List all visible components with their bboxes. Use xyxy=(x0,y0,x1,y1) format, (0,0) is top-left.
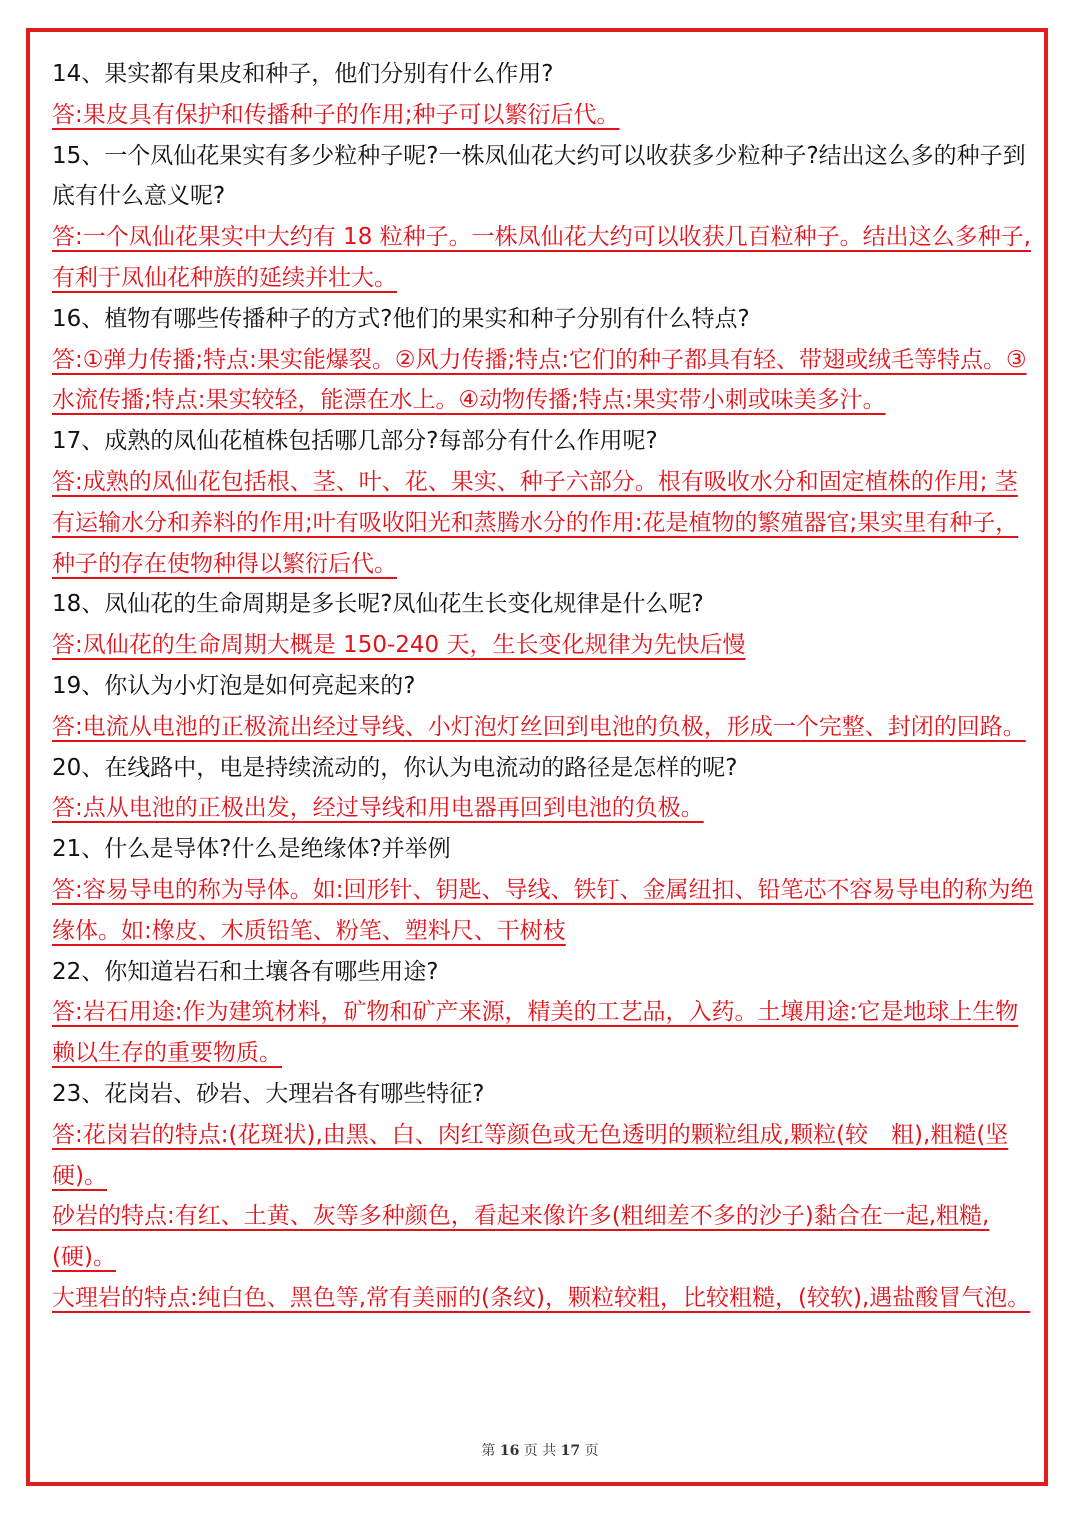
question: 19、你认为小灯泡是如何亮起来的? xyxy=(52,672,416,699)
answer: 答:一个凤仙花果实中大约有 18 粒种子。一株凤仙花大约可以收获几百粒种子。结出这么多种子,有利于凤仙花种族的延续并壮大。 xyxy=(52,224,1031,291)
footer-prefix: 第 xyxy=(481,1443,496,1459)
answer: 答:花岗岩的特点:(花斑状),由黑、白、肉红等颜色或无色透明的颗粒组成,颗粒(较 粗),粗糙(坚硬)。 xyxy=(52,1121,1009,1189)
answer-marble: 大理岩的特点:纯白色、黑色等,常有美丽的(条纹)，颗粒较粗，比较粗糙，(较软),遇盐酸冒气泡。 xyxy=(52,1284,1031,1311)
answer: 答:容易导电的称为导体。如:回形针、钥匙、导线、铁钉、金属纽扣、铅笔芯不容易导电的称为绝缘体。如:橡皮、木质铅笔、粉笔、塑料尺、干树枝 xyxy=(52,876,1034,944)
question: 17、成熟的凤仙花植株包括哪几部分?每部分有什么作用呢? xyxy=(52,428,658,455)
qa-item xyxy=(52,54,1037,136)
question: 16、植物有哪些传播种子的方式?他们的果实和种子分别有什么特点? xyxy=(52,305,750,332)
footer-page-number: 16 xyxy=(499,1443,520,1459)
qa-item xyxy=(52,299,1037,421)
question: 14、果实都有果皮和种子，他们分别有什么作用? xyxy=(52,61,554,87)
footer-suffix: 页 xyxy=(584,1443,599,1459)
qa-item xyxy=(52,136,1037,299)
qa-item xyxy=(52,829,1037,951)
qa-list xyxy=(52,54,1037,1319)
answer: 答:点从电池的正极出发，经过导线和用电器再回到电池的负极。 xyxy=(52,795,704,822)
answer-sandstone: 砂岩的特点:有红、土黄、灰等多种颜色，看起来像许多(粗细差不多的沙子)黏合在一起,粗糙,(硬)。 xyxy=(52,1203,990,1271)
answer: 答:岩石用途:作为建筑材料，矿物和矿产来源，精美的工艺品，入药。土壤用途:它是地球上生物赖以生存的重要物质。 xyxy=(52,999,1019,1067)
question: 21、什么是导体?什么是绝缘体?并举例 xyxy=(52,836,451,863)
question: 20、在线路中，电是持续流动的，你认为电流动的路径是怎样的呢? xyxy=(52,754,738,781)
page-footer xyxy=(0,1440,1080,1460)
qa-item xyxy=(52,952,1037,1074)
footer-total-pages: 17 xyxy=(560,1443,581,1459)
footer-mid: 页 共 xyxy=(523,1443,557,1459)
qa-item xyxy=(52,1074,1037,1319)
answer: 答:凤仙花的生命周期大概是 150-240 天，生长变化规律为先快后慢 xyxy=(52,632,746,659)
qa-item xyxy=(52,584,1037,666)
question: 18、凤仙花的生命周期是多长呢?凤仙花生长变化规律是什么呢? xyxy=(52,591,704,618)
question: 23、花岗岩、砂岩、大理岩各有哪些特征? xyxy=(52,1080,485,1107)
qa-item xyxy=(52,666,1037,748)
qa-item xyxy=(52,421,1037,584)
question: 15、一个凤仙花果实有多少粒种子呢?一株凤仙花大约可以收获多少粒种子?结出这么多的种子到底有什么意义呢? xyxy=(52,142,1026,210)
question: 22、你知道岩石和土壤各有哪些用途? xyxy=(52,958,439,985)
answer: 答:果皮具有保护和传播种子的作用;种子可以繁衍后代。 xyxy=(52,101,620,128)
answer: 答:①弹力传播;特点:果实能爆裂。②风力传播;特点:它们的种子都具有轻、带翅或绒毛等特点。③水流传播;特点:果实较轻，能漂在水上。④动物传播;特点:果实带小刺或味美多汁。 xyxy=(52,346,1027,414)
answer: 答:成熟的凤仙花包括根、茎、叶、花、果实、种子六部分。根有吸收水分和固定植株的作用; 茎有运输水分和养料的作用;叶有吸收阳光和蒸腾水分的作用:花是植物的繁殖器官;果实里有种子，种子的存在使物种得以繁衍后代。 xyxy=(52,468,1019,577)
qa-item xyxy=(52,748,1037,830)
answer: 答:电流从电池的正极流出经过导线、小灯泡灯丝回到电池的负极，形成一个完整、封闭的回路。 xyxy=(52,713,1026,740)
